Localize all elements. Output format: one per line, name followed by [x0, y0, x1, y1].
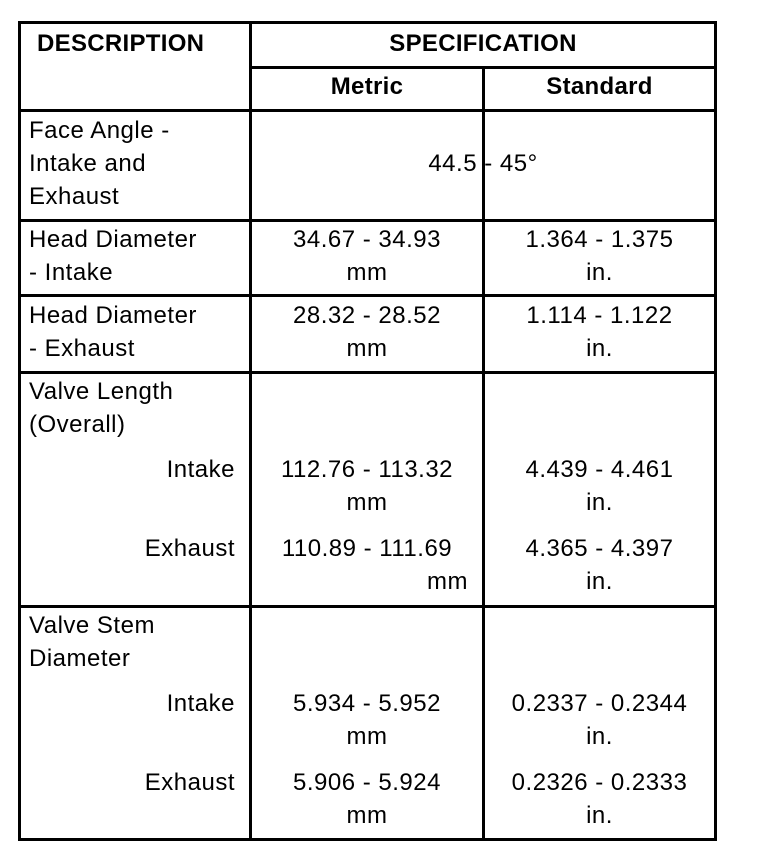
valve-length-exhaust-metric-unit: mm: [427, 568, 468, 595]
valve-stem-intake-standard-range: 0.2337 - 0.2344: [511, 690, 688, 717]
valve-length-exhaust-metric-range: 110.89 - 111.69: [281, 535, 453, 562]
face-angle-label-line1: Face Angle -: [29, 117, 170, 144]
valve-length-label-line2: (Overall): [29, 411, 126, 438]
valve-stem-exhaust-metric-range: 5.906 - 5.924: [293, 769, 441, 796]
header-metric: Metric: [330, 73, 404, 100]
head-exhaust-label-line2: - Exhaust: [29, 335, 135, 362]
valve-stem-label-line1: Valve Stem: [29, 612, 155, 639]
head-exhaust-metric-range: 28.32 - 28.52: [293, 302, 441, 329]
header-standard: Standard: [546, 73, 653, 100]
head-intake-metric-unit: mm: [346, 259, 388, 286]
head-exhaust-standard-range: 1.114 - 1.122: [526, 302, 673, 329]
valve-length-intake-label: Intake: [166, 456, 235, 483]
table-border-top: [18, 21, 717, 24]
row-divider: [18, 371, 717, 374]
row-divider: [18, 219, 717, 222]
face-angle-label-line2: Intake and: [29, 150, 147, 177]
valve-stem-intake-standard-unit: in.: [586, 723, 613, 750]
table-border-left: [18, 21, 21, 841]
row-divider: [18, 605, 717, 608]
valve-length-intake-standard-range: 4.439 - 4.461: [525, 456, 674, 483]
valve-stem-exhaust-standard-range: 0.2326 - 0.2333: [511, 769, 688, 796]
valve-length-exhaust-standard-range: 4.365 - 4.397: [525, 535, 674, 562]
valve-stem-exhaust-metric-unit: mm: [346, 802, 388, 829]
header-description: DESCRIPTION: [37, 30, 205, 57]
valve-length-intake-metric-range: 112.76 - 113.32: [280, 456, 454, 483]
valve-length-exhaust-label: Exhaust: [144, 535, 235, 562]
valve-stem-label-line2: Diameter: [29, 645, 131, 672]
valve-length-intake-metric-unit: mm: [346, 489, 388, 516]
row-divider: [18, 109, 717, 112]
valve-stem-intake-metric-range: 5.934 - 5.952: [293, 690, 441, 717]
table-border-bottom: [18, 838, 717, 841]
face-angle-label-line3: Exhaust: [29, 183, 120, 210]
header-specification: SPECIFICATION: [389, 30, 577, 57]
head-exhaust-standard-unit: in.: [586, 335, 613, 362]
valve-stem-exhaust-standard-unit: in.: [586, 802, 613, 829]
head-exhaust-label-line1: Head Diameter: [29, 302, 197, 329]
valve-length-label-line1: Valve Length: [29, 378, 174, 405]
valve-length-exhaust-standard-unit: in.: [586, 568, 613, 595]
face-angle-value: 44.5 - 45°: [428, 150, 538, 177]
head-intake-label-line2: - Intake: [29, 259, 114, 286]
table-border-right: [714, 21, 717, 841]
valve-stem-intake-metric-unit: mm: [346, 723, 388, 750]
row-divider: [18, 294, 717, 297]
valve-stem-exhaust-label: Exhaust: [144, 769, 235, 796]
head-intake-label-line1: Head Diameter: [29, 226, 197, 253]
head-intake-metric-range: 34.67 - 34.93: [293, 226, 441, 253]
head-intake-standard-unit: in.: [586, 259, 613, 286]
head-exhaust-metric-unit: mm: [346, 335, 388, 362]
valve-length-intake-standard-unit: in.: [586, 489, 613, 516]
valve-stem-intake-label: Intake: [166, 690, 235, 717]
head-intake-standard-range: 1.364 - 1.375: [525, 226, 674, 253]
